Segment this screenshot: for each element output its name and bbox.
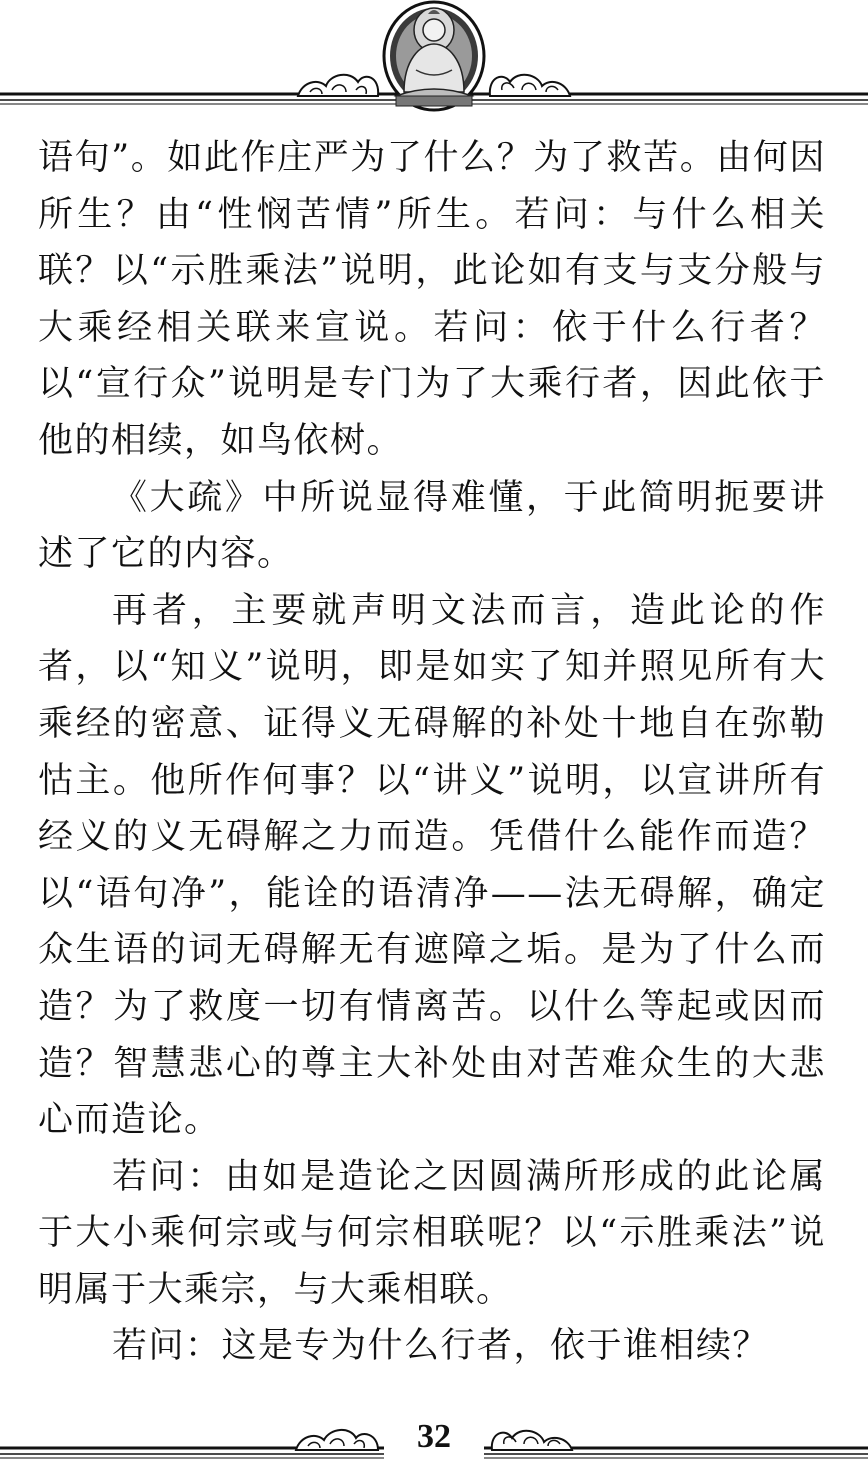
- paragraph-3: 再者，主要就声明文法而言，造此论的作者，以“知义”说明，即是如实了知并照见所有大乘经的密意、证得义无碍解的补处十地自在弥勒怙主。他所作何事？以“讲义”说明，以宣讲所有经义的义无碍解之力而造。凭借什么能作而造？以“语句净”，能诠的语清净——法无碍解，确定众生语的词无碍解无有遮障之垢。是为了什么而造？为了救度一切有情离苦。以什么等起或因而造？智慧悲心的尊主大补处由对苦难众生的大悲心而造论。: [38, 590, 826, 1141]
- body-text: [38, 130, 826, 1375]
- paragraph-2: 《大疏》中所说显得难懂，于此简明扼要讲述了它的内容。: [38, 477, 826, 575]
- paragraph-1: 语句”。如此作庄严为了什么？为了救苦。由何因所生？由“性悯苦情”所生。若问：与什么相关联？以“示胜乘法”说明，此论如有支与支分般与大乘经相关联来宣说。若问：依于什么行者？以“宣行众”说明是专门为了大乘行者，因此依于他的相续，如鸟依树。: [38, 138, 826, 461]
- header-ornament: [0, 0, 868, 118]
- cloud-scroll-left-icon: [298, 75, 378, 96]
- paragraph-4: 若问：由如是造论之因圆满所形成的此论属于大小乘何宗或与何宗相联呢？以“示胜乘法”说明属于大乘宗，与大乘相联。: [38, 1156, 826, 1310]
- footer-cloud-right-icon: [492, 1431, 572, 1450]
- buddha-emblem-icon: [384, 2, 484, 110]
- page-number: 32: [417, 1418, 451, 1455]
- cloud-scroll-right-icon: [490, 75, 570, 96]
- paragraph-5: 若问：这是专为什么行者，依于谁相续？: [112, 1326, 770, 1367]
- footer-cloud-left-icon: [296, 1430, 378, 1450]
